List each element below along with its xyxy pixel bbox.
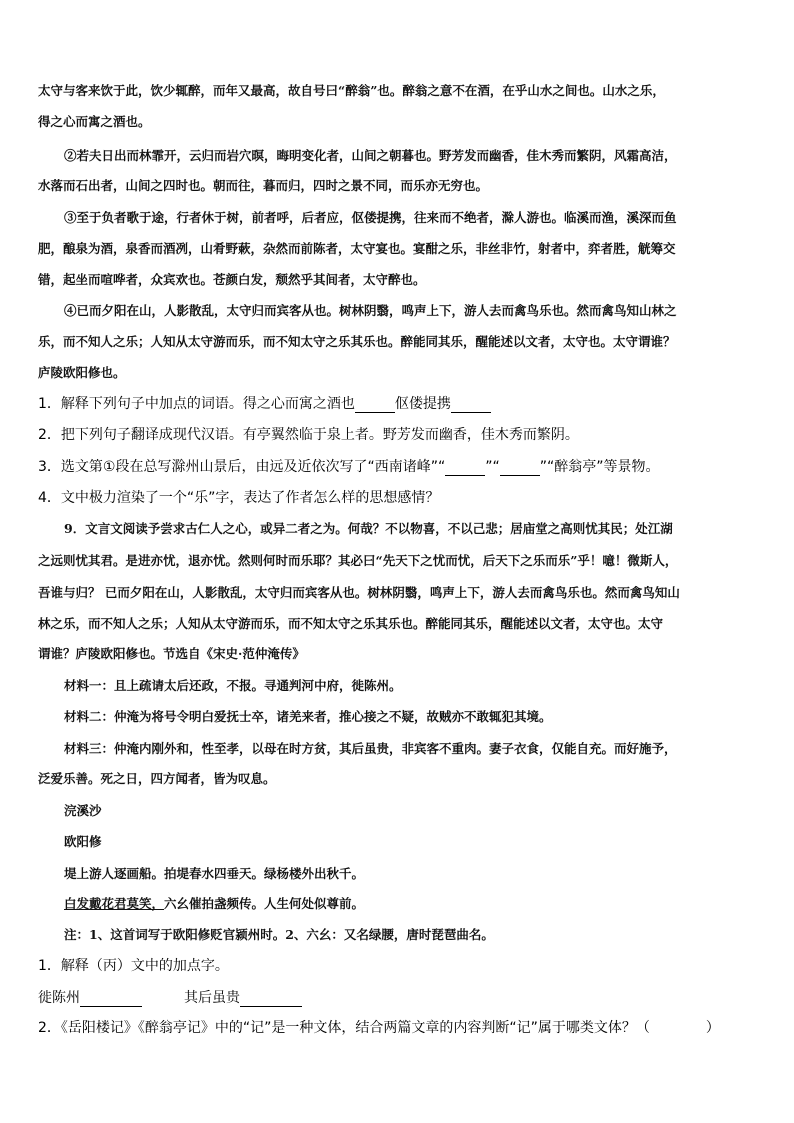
word-2: 其后虽贵 — [184, 990, 240, 1006]
question-3-text: 3．选文第①段在总写滁州山景后，由远及近依次写了“西南诸峰”“ — [38, 459, 446, 475]
question-b2 — [38, 1019, 720, 1037]
question-3-quote: ”“ — [485, 459, 500, 475]
passage-line: 太守与客来饮于此，饮少辄醉，而年又最高，故自号曰“醉翁”也。醉翁之意不在酒，在乎山水之间也。山水之乐， — [38, 83, 665, 98]
question-1-phrase: 伛偻提携 — [394, 396, 451, 412]
passage-paragraph-4: ④已而夕阳在山，人影散乱，太守归而宾客从也。树林阴翳，鸣声上下，游人去而禽鸟乐也。然而禽鸟知山林之 — [64, 303, 677, 318]
q9-line: 吾谁与归？ 已而夕阳在山，人影散乱，太守归而宾客从也。树林阴翳，鸣声上下，游人去而禽鸟乐也。然而禽鸟知山 — [38, 585, 680, 600]
poem-author: 欧阳修 — [64, 834, 102, 849]
q9-line: 之远则忧其君。是进亦忧，退亦忧。然则何时而乐耶？其必曰“先天下之忧而忧，后天下之乐而乐”乎！噫！微斯人， — [38, 553, 678, 568]
q9-line: 谓谁？庐陵欧阳修也。节选自《宋史·范仲淹传》 — [38, 646, 305, 661]
q9-intro: 9．文言文阅读予尝求古仁人之心，或异二者之为。何哉？不以物喜，不以己悲；居庙堂之高则忧其民；处江湖 — [64, 521, 673, 536]
answer-blank[interactable] — [355, 398, 395, 413]
q9-line: 林之乐，而不知人之乐；人知从太守游而乐，而不知太守之乐其乐也。醉能同其乐，醒能述以文者，太守也。太守 — [38, 616, 664, 631]
passage-line: 得之心而寓之酒也。 — [38, 114, 151, 129]
passage-line: 庐陵欧阳修也。 — [38, 365, 126, 380]
poem-title: 浣溪沙 — [64, 803, 102, 818]
word-1: 徙陈州 — [38, 990, 80, 1006]
question-1 — [38, 395, 491, 413]
answer-blank[interactable] — [80, 992, 142, 1007]
passage-line: 肥，酿泉为酒，泉香而酒冽，山肴野蔌，杂然而前陈者，太守宴也。宴酣之乐，非丝非竹，射者中，弈者胜，觥筹交 — [38, 241, 676, 256]
question-3-text-end: ”“醉翁亭”等景物。 — [539, 459, 660, 475]
poem-line — [64, 896, 364, 912]
answer-blank[interactable] — [240, 992, 302, 1007]
material-3: 材料三：仲淹内刚外和，性至孝，以母在时方贫，其后虽贵，非宾客不重肉。妻子衣食，仅能自充。而好施予， — [64, 741, 677, 756]
answer-blank[interactable] — [445, 461, 485, 476]
passage-paragraph-2: ②若夫日出而林霏开，云归而岩穴暝，晦明变化者，山间之朝暮也。野芳发而幽香，佳木秀而繁阴，风霜高洁， — [64, 148, 677, 163]
answer-blank[interactable] — [500, 461, 540, 476]
underlined-phrase: 白发戴花君莫笑， — [64, 896, 165, 911]
poem-line-rest: 六幺催拍盏频传。人生何处似尊前。 — [164, 896, 365, 911]
passage-paragraph-3: ③至于负者歌于途，行者休于树，前者呼，后者应，伛偻提携，往来而不绝者，滁人游也。临溪而渔，溪深而鱼 — [64, 210, 677, 225]
answer-blank[interactable] — [451, 398, 491, 413]
question-b2-text: 2．《岳阳楼记》《醉翁亭记》中的“记”是一种文体，结合两篇文章的内容判断“记”属于哪类文体？（ — [38, 1020, 650, 1036]
question-1-text: 1．解释下列句子中加点的词语。得之心而寓之酒也 — [38, 396, 355, 412]
passage-line: 乐，而不知人之乐；人知从太守游而乐，而不知太守之乐其乐也。醉能同其乐，醒能述以文者，太守也。太守谓谁？ — [38, 334, 676, 349]
material-1: 材料一：且上疏请太后还政，不报。寻通判河中府，徙陈州。 — [64, 678, 402, 693]
passage-line: 水落而石出者，山间之四时也。朝而往，暮而归，四时之景不同，而乐亦无穷也。 — [38, 178, 489, 193]
material-2: 材料二：仲淹为将号令明白爱抚士卒，诸羌来者，推心接之不疑，故贼亦不敢辄犯其境。 — [64, 709, 552, 724]
question-b2-close: ） — [705, 1020, 720, 1036]
material-3-line: 泛爱乐善。死之日，四方闻者，皆为叹息。 — [38, 771, 276, 786]
question-b1-blanks — [38, 989, 302, 1007]
question-3 — [38, 458, 660, 476]
passage-line: 错，起坐而喧哗者，众宾欢也。苍颜白发，颓然乎其间者，太守醉也。 — [38, 272, 426, 287]
question-2: 2．把下列句子翻译成现代汉语。有亭翼然临于泉上者。野芳发而幽香，佳木秀而繁阴。 — [38, 427, 579, 443]
question-b1: 1．解释（丙）文中的加点字。 — [38, 958, 229, 974]
poem-line: 堤上游人逐画船。拍堤春水四垂天。绿杨楼外出秋千。 — [64, 866, 365, 881]
question-4: 4．文中极力渲染了一个“乐”字，表达了作者怎么样的思想感情？ — [38, 490, 440, 506]
poem-note: 注：1、这首词写于欧阳修贬官颍州时。2、六幺：又名绿腰，唐时琵琶曲名。 — [64, 927, 494, 942]
